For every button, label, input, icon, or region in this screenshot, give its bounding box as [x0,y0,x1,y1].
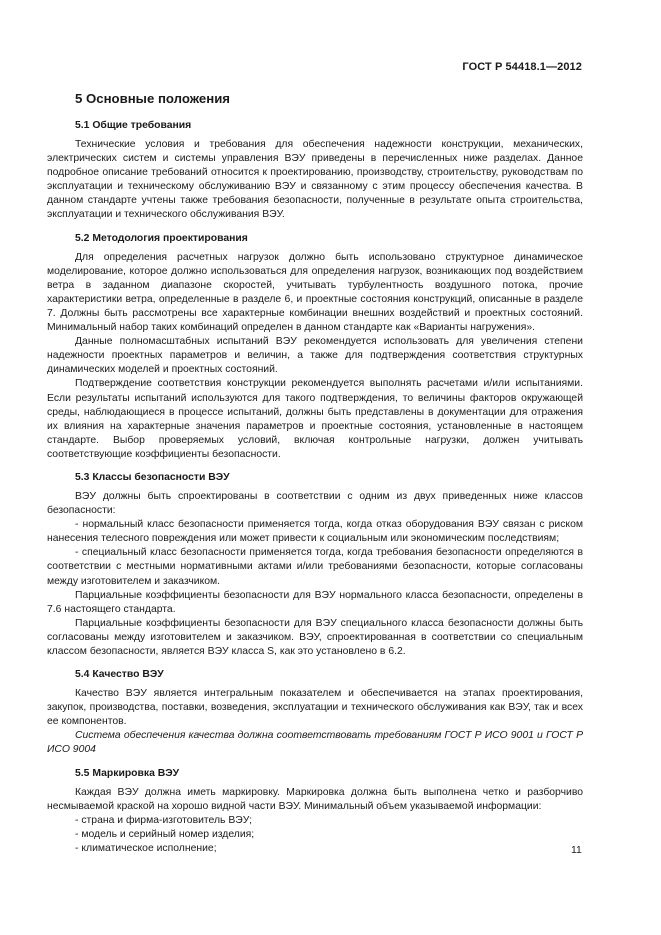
list-item: - специальный класс безопасности применяется тогда, когда требования безопасности определяются в соответствии с местными нормативными актами и/или требованиями безопасности, которые согласованы между изготовителем и заказчиком. [47,547,583,587]
paragraph: Подтверждение соответствия конструкции рекомендуется выполнять расчетами и/или испытаниями. Если результаты испытаний используются для такого подтверждения, то величины факторов окружающей среды, наблюдающиеся в процессе испытаний, должны быть представлены в документации для отражения их влияния на характерные значения параметров и проектные состояния, установленные в настоящем стандарте. Выбор проверяемых условий, включая контрольные нагрузки, должен учитывать соответствующие коэффициенты безопасности. [47,378,583,460]
subsection-5-1-title: 5.1 Общие требования [75,120,192,131]
paragraph: Данные полномасштабных испытаний ВЭУ рекомендуется использовать для увеличения степени надежности проектных параметров и величин, а также для подтверждения соответствия структурных динамических моделей и проектных состояний. [47,336,583,376]
page-number: 11 [571,845,582,856]
subsection-5-5-title: 5.5 Маркировка ВЭУ [75,767,180,779]
list-item: - страна и фирма-изготовитель ВЭУ; [75,814,252,826]
subsection-5-3-title: 5.3 Классы безопасности ВЭУ [75,471,230,483]
list-item: - нормальный класс безопасности применяется тогда, когда отказ оборудования ВЭУ связан с риском нанесения телесного повреждения или может привести к социальным или экономическим последствиям; [47,519,583,545]
paragraph: Качество ВЭУ является интегральным показателем и обеспечивается на этапах проектирования, закупок, производства, поставки, возведения, эксплуатации и технического обслуживания как ВЭУ, так и всех ее компонентов. [47,688,583,728]
paragraph: Для определения расчетных нагрузок должно быть использовано структурное динамическое моделирование, которое должно использоваться для определения нагрузок, возникающих под воздействием ветра в заданном диапазоне скоростей, учитывать турбулентность воздушного потока, прочие характеристики ветра, определенные в разделе 6, и проектные состояния конструкций, описанные в разделе 7. Должны быть рассмотрены все характерные комбинации внешних воздействий и проектных состояний. Минимальный набор таких комбинаций определен в данном стандарте как «Варианты нагружения». [47,251,583,334]
list-item: - климатическое исполнение; [75,842,217,854]
page-content [47,90,583,856]
list-item: - модель и серийный номер изделия; [75,828,255,840]
paragraph: Парциальные коэффициенты безопасности для ВЭУ специального класса безопасности должны быть согласованы между изготовителем и заказчиком. ВЭУ, спроектированная в соответствии со специальным классом безопасности, является ВЭУ класса S, как это установлено в 6.2. [47,617,583,657]
paragraph: ВЭУ должны быть спроектированы в соответствии с одним из двух приведенных ниже классов безопасности: [47,490,583,517]
paragraph: Парциальные коэффициенты безопасности для ВЭУ нормального класса безопасности, определены в 7.6 настоящего стандарта. [47,589,583,615]
subsection-5-2-title: 5.2 Методология проектирования [75,232,248,244]
section-title: 5 Основные положения [75,91,230,106]
subsection-5-4-title: 5.4 Качество ВЭУ [75,669,164,681]
paragraph-italic: Система обеспечения качества должна соответствовать требованиям ГОСТ Р ИСО 9001 и ГОСТ Р ИСО 9004 [47,730,583,756]
standard-code: ГОСТ Р 54418.1—2012 [462,61,582,73]
paragraph: Каждая ВЭУ должна иметь маркировку. Маркировка должна быть выполнена четко и разборчиво несмываемой краской на хорошо видной части ВЭУ. Минимальный объем указываемой информации: [47,786,583,812]
paragraph: Технические условия и требования для обеспечения надежности конструкции, механических, электрических систем и системы управления ВЭУ приведены в перечисленных ниже разделах. Данное подробное описание требований относится к проектированию, производству, строительству, руководствам по эксплуатации и техническому обслуживанию ВЭУ и связанному с этим процессу обеспечения качества. В данном стандарте учтены также требования безопасности, полученные в результате опыта строительства, эксплуатации и технического обслуживания ВЭУ. [47,139,583,221]
